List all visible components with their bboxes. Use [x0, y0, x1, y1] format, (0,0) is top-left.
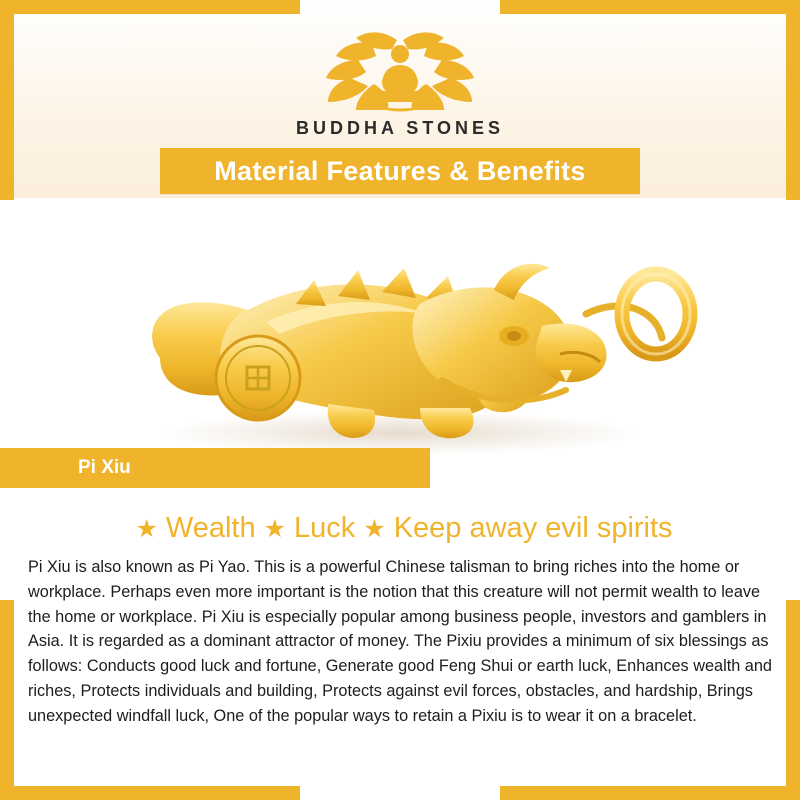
benefit-item-2: Luck [294, 512, 356, 544]
page-title: Material Features & Benefits [214, 155, 586, 186]
description-paragraph: Pi Xiu is also known as Pi Yao. This is a powerful Chinese talisman to bring riches into the home or workplace. Perhaps even more important is the notion that this creature will not permit wealth to leave the home or workplace. Pi Xiu is especially popular among business people, investors and gamblers in Asia. It is regarded as a dominant attractor of money. The Pixiu provides a minimum of six blessings as follows: Conducts good luck and fortune, Generate good Feng Shui or earth luck, Enhances wealth and riches, Protects individuals and building, Protects against evil forces, obstacles, and hardship, Brings unexpected windfall luck, One of the popular ways to retain a Pixiu is to wear it on a bracelet. [28, 558, 772, 725]
star-icon: ★ [363, 515, 386, 543]
product-caption: Pi Xiu [78, 457, 131, 478]
product-image-area [0, 198, 800, 488]
benefit-item-3: Keep away evil spirits [393, 512, 673, 544]
corner-frame-top-right-horizontal [500, 0, 800, 14]
brand-logo [296, 22, 504, 139]
brand-name: BUDDHA STONES [295, 118, 504, 138]
section-title-band [160, 148, 640, 194]
star-icon: ★ [135, 515, 158, 543]
corner-frame-bottom-left-vertical [0, 600, 14, 800]
lotus-meditation-icon [310, 22, 490, 114]
corner-frame-bottom-right-horizontal [500, 786, 800, 800]
corner-frame-bottom-right-vertical [786, 600, 800, 800]
benefit-item-1: Wealth [165, 512, 256, 544]
corner-frame-top-left-vertical [0, 0, 14, 200]
corner-frame-top-right-vertical [786, 0, 800, 200]
page-header [0, 0, 800, 198]
corner-frame-bottom-left-horizontal [0, 786, 300, 800]
benefits-headline [24, 512, 776, 545]
corner-frame-top-left-horizontal [0, 0, 300, 14]
product-caption-bar [0, 448, 430, 488]
star-icon: ★ [263, 515, 287, 543]
content-body [0, 488, 800, 738]
golden-pixiu-pendant-image [0, 198, 800, 488]
